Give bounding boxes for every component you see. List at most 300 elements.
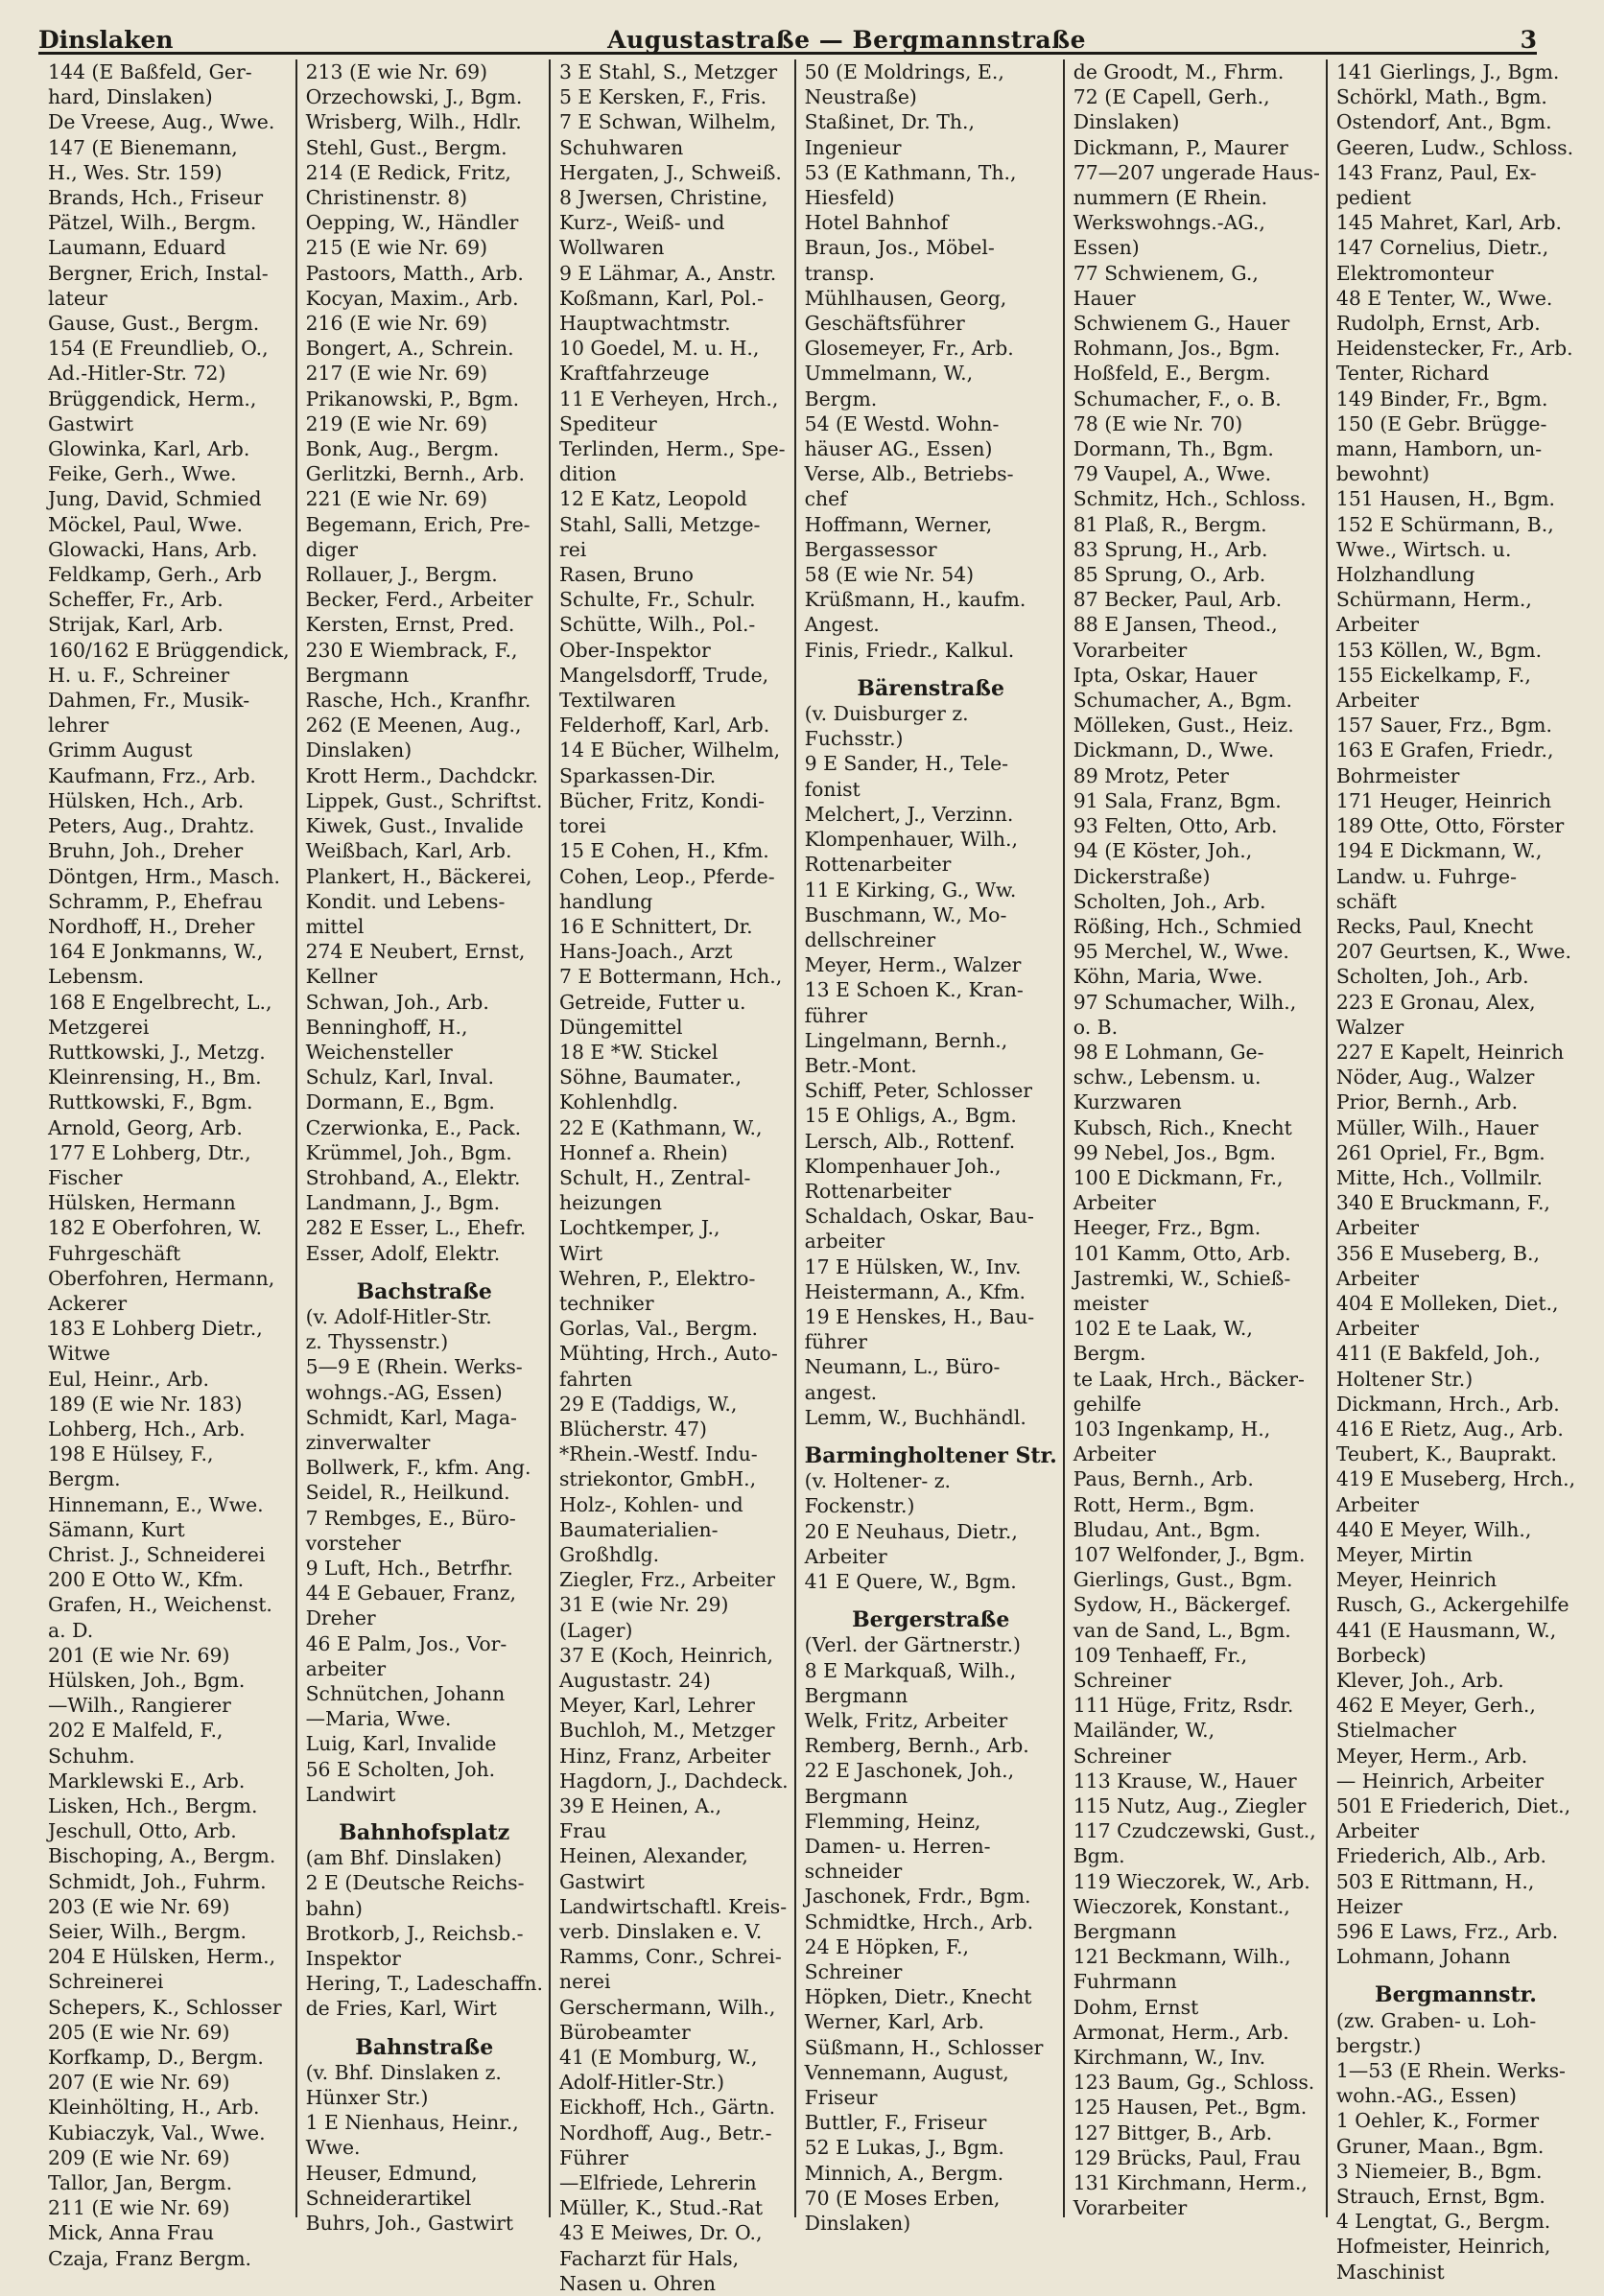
entry-line: Recks, Paul, Knecht xyxy=(1335,914,1534,938)
entry-line: Kohlenhdlg. xyxy=(558,1090,679,1114)
entry-line: Arbeiter xyxy=(804,1544,887,1568)
entry-line: Gerlitzki, Bernh., Arb. xyxy=(305,462,526,486)
entry-line: Schaldach, Oskar, Bau- xyxy=(804,1205,1034,1229)
entry-line: Meyer, Karl, Lehrer xyxy=(558,1694,755,1718)
entry-line: Rasen, Bruno xyxy=(558,563,694,587)
entry-line: Fockenstr.) xyxy=(804,1494,915,1518)
entry-line: Friederich, Alb., Arb. xyxy=(1335,1844,1546,1868)
entry-line: 219 (E wie Nr. 69) xyxy=(305,411,488,435)
entry-line: Seidel, R., Heilkund. xyxy=(305,1481,510,1505)
entry-line: Bergmann xyxy=(804,1784,908,1808)
entry-line: Landw. u. Fuhrge- xyxy=(1335,864,1517,888)
entry-line: Scheffer, Fr., Arb. xyxy=(48,588,224,612)
column-1 xyxy=(38,59,295,2270)
entry-line: Ipta, Oskar, Hauer xyxy=(1073,663,1258,687)
entry-line: 14 E Bücher, Wilhelm, xyxy=(558,738,781,762)
entry-line: Kubiaczyk, Val., Wwe. xyxy=(48,2120,266,2144)
entry-line: 54 (E Westd. Wohn- xyxy=(804,411,1000,435)
street-heading: Barmingholtener Str. xyxy=(804,1442,1057,1468)
entry-line: schw., Lebensm. u. xyxy=(1073,1066,1262,1089)
entry-line: Kaufmann, Frz., Arb. xyxy=(48,763,256,787)
entry-line: Wehren, P., Elektro- xyxy=(558,1266,756,1290)
entry-line: Bischoping, A., Bergm. xyxy=(48,1844,276,1868)
entry-line: 9 E Lähmar, A., Anstr. xyxy=(558,261,777,285)
entry-line: 81 Plaß, R., Bergm. xyxy=(1073,512,1267,536)
entry-line: Scholten, Joh., Arb. xyxy=(1073,889,1266,913)
entry-line: führer xyxy=(804,1330,867,1354)
entry-line: 44 E Gebauer, Franz, xyxy=(305,1581,516,1605)
entry-line: Mühting, Hrch., Auto- xyxy=(558,1342,778,1366)
entry-line: 88 E Jansen, Theod., xyxy=(1073,613,1278,637)
entry-line: Strauch, Ernst, Bgm. xyxy=(1335,2185,1545,2209)
entry-line: Rohmann, Jos., Bgm. xyxy=(1073,337,1281,361)
entry-line: zinverwalter xyxy=(305,1430,431,1454)
entry-line: Kellner xyxy=(305,965,378,989)
entry-line: 194 E Dickmann, W., xyxy=(1335,839,1543,863)
entry-line: 209 (E wie Nr. 69) xyxy=(48,2145,230,2169)
entry-line: Müller, Wilh., Hauer xyxy=(1335,1115,1539,1139)
entry-line: 56 E Scholten, Joh. xyxy=(305,1757,496,1781)
entry-line: Glosemeyer, Fr., Arb. xyxy=(804,337,1014,361)
entry-line: Bergner, Erich, Instal- xyxy=(48,261,269,285)
entry-line: a. D. xyxy=(48,1618,94,1642)
entry-line: Fuhrgeschäft xyxy=(48,1241,181,1265)
entry-line: heizungen xyxy=(558,1191,662,1215)
street-heading: Bärenstraße xyxy=(857,675,1004,701)
entry-line: handlung xyxy=(558,889,653,913)
entry-line: Bruhn, Joh., Dreher xyxy=(48,839,244,863)
entry-line: Rudolph, Ernst, Arb. xyxy=(1335,312,1541,336)
entry-line: Braun, Jos., Möbel- xyxy=(804,236,995,260)
entry-line: 262 (E Meenen, Aug., xyxy=(305,714,522,738)
entry-line: 147 (E Bienemann, xyxy=(48,135,238,159)
entry-line: 48 E Tenter, W., Wwe. xyxy=(1335,286,1553,310)
entry-line: Essen) xyxy=(1073,236,1140,260)
entry-line: Bergassessor xyxy=(804,537,937,561)
entry-line: Klompenhauer Joh., xyxy=(804,1154,1002,1178)
entry-line: 37 E (Koch, Heinrich, xyxy=(558,1643,774,1667)
entry-line: Wwe., Wirtsch. u. xyxy=(1335,537,1512,561)
entry-line: schneider xyxy=(804,1860,903,1884)
entry-line: 29 E (Taddigs, W., xyxy=(558,1392,738,1416)
entry-line: Textilwaren xyxy=(558,689,676,713)
entry-line: Lisken, Hch., Bergm. xyxy=(48,1794,258,1818)
entry-line: 123 Baum, Gg., Schloss. xyxy=(1073,2071,1315,2095)
entry-line: Bücher, Fritz, Kondi- xyxy=(558,788,766,812)
entry-line: Wollwaren xyxy=(558,236,665,260)
entry-line: Nordhoff, H., Dreher xyxy=(48,914,255,938)
entry-line: 87 Becker, Paul, Arb. xyxy=(1073,588,1283,612)
entry-line: 217 (E wie Nr. 69) xyxy=(305,362,488,386)
entry-line: Führer xyxy=(558,2145,628,2169)
entry-line: de Groodt, M., Fhrm. xyxy=(1073,60,1285,83)
entry-line: Gorlas, Val., Bergm. xyxy=(558,1317,759,1341)
entry-line: 144 (E Baßfeld, Ger- xyxy=(48,60,252,83)
entry-line: Arbeiter xyxy=(1335,613,1419,637)
entry-line: 58 (E wie Nr. 54) xyxy=(804,563,975,587)
entry-line: bergstr.) xyxy=(1335,2033,1422,2057)
entry-line: Augustastr. 24) xyxy=(558,1669,711,1692)
entry-line: Klever, Joh., Arb. xyxy=(1335,1669,1504,1692)
entry-line: Heuser, Edmund, xyxy=(305,2161,478,2185)
entry-line: Angest. xyxy=(804,613,880,637)
entry-line: dition xyxy=(558,462,617,486)
entry-line: 107 Welfonder, J., Bgm. xyxy=(1073,1542,1306,1566)
entry-line: Neumann, L., Büro- xyxy=(804,1355,1001,1379)
entry-line: Landwirt xyxy=(305,1782,396,1806)
entry-line: Landmann, J., Bgm. xyxy=(305,1191,501,1215)
entry-line: techniker xyxy=(558,1291,654,1315)
entry-line: 5—9 E (Rhein. Werks- xyxy=(305,1355,523,1379)
entry-line: Inspektor xyxy=(305,1947,401,1971)
entry-line: Hotel Bahnhof xyxy=(804,211,949,235)
entry-line: Bonk, Aug., Bergm. xyxy=(305,437,500,461)
entry-line: Hauer xyxy=(1073,286,1136,310)
entry-line: Oepping, W., Händler xyxy=(305,211,519,235)
entry-line: Becker, Ferd., Arbeiter xyxy=(305,588,533,612)
entry-line: Brüggendick, Herm., xyxy=(48,387,257,410)
entry-line: Großhdlg. xyxy=(558,1542,660,1566)
entry-line: Sparkassen-Dir. xyxy=(558,763,717,787)
entry-line: 20 E Neuhaus, Dietr., xyxy=(804,1519,1018,1543)
entry-line: 1 Oehler, K., Former xyxy=(1335,2109,1540,2133)
entry-line: 102 E te Laak, W., xyxy=(1073,1317,1253,1341)
entry-line: 12 E Katz, Leopold xyxy=(558,487,747,511)
entry-line: Betr.-Mont. xyxy=(804,1053,917,1077)
entry-line: 441 (E Hausmann, W., xyxy=(1335,1618,1557,1642)
entry-line: Ad.-Hitler-Str. 72) xyxy=(48,362,226,386)
entry-line: Nasen u. Ohren xyxy=(558,2271,717,2295)
entry-line: Fuhrmann xyxy=(1073,1970,1177,1994)
entry-line: —Elfriede, Lehrerin xyxy=(558,2171,757,2195)
entry-line: 95 Merchel, W., Wwe. xyxy=(1073,940,1289,964)
entry-line: nummern (E Rhein. xyxy=(1073,186,1268,210)
entry-line: Vennemann, August, xyxy=(804,2060,1009,2084)
entry-line: Bergmann xyxy=(1073,1920,1177,1944)
entry-line: 119 Wieczorek, W., Arb. xyxy=(1073,1869,1310,1893)
entry-line: Dickerstraße) xyxy=(1073,864,1211,888)
entry-line: 216 (E wie Nr. 69) xyxy=(305,312,488,336)
entry-line: Schütte, Wilh., Pol.- xyxy=(558,613,756,637)
entry-line: Strijak, Karl, Arb. xyxy=(48,613,224,637)
entry-line: Christinenstr. 8) xyxy=(305,186,468,210)
entry-line: Bergm. xyxy=(804,387,878,410)
entry-line: Kocyan, Maxim., Arb. xyxy=(305,286,519,310)
entry-line: Schreiner xyxy=(1073,1669,1171,1692)
entry-line: Weichensteller xyxy=(305,1040,453,1064)
entry-line: Ruttkowski, J., Metzg. xyxy=(48,1040,266,1064)
entry-line: Scholten, Joh., Arb. xyxy=(1335,965,1529,989)
entry-line: Peters, Aug., Drahtz. xyxy=(48,814,255,838)
entry-line: 41 (E Momburg, W., xyxy=(558,2046,758,2070)
entry-line: Flemming, Heinz, xyxy=(804,1809,981,1833)
entry-line: 10 Goedel, M. u. H., xyxy=(558,337,760,361)
entry-line: Kubsch, Rich., Knecht xyxy=(1073,1115,1292,1139)
entry-line: Mangelsdorff, Trude, xyxy=(558,663,769,687)
entry-line: führer xyxy=(804,1003,867,1027)
entry-line: Meyer, Herm., Arb. xyxy=(1335,1744,1528,1768)
entry-line: Krüßmann, H., kaufm. xyxy=(804,588,1026,612)
entry-line: 440 E Meyer, Wilh., xyxy=(1335,1517,1532,1541)
entry-line: Gruner, Maan., Bgm. xyxy=(1335,2134,1545,2158)
entry-line: Facharzt für Hals, xyxy=(558,2246,740,2270)
entry-line: 164 E Jonkmanns, W., xyxy=(48,940,264,964)
entry-line: 72 (E Capell, Gerh., xyxy=(1073,85,1270,109)
entry-line: Kleinhölting, H., Arb. xyxy=(48,2096,260,2120)
entry-line: torei xyxy=(558,814,606,838)
entry-line: van de Sand, L., Bgm. xyxy=(1073,1618,1291,1642)
entry-line: 419 E Museberg, Hrch., xyxy=(1335,1467,1576,1491)
entry-line: Arbeiter xyxy=(1335,1819,1419,1843)
entry-line: 3 Niemeier, B., Bgm. xyxy=(1335,2159,1543,2183)
entry-line: 101 Kamm, Otto, Arb. xyxy=(1073,1241,1291,1265)
entry-line: Blücherstr. 47) xyxy=(558,1417,708,1441)
entry-line: Buchloh, M., Metzger xyxy=(558,1719,775,1743)
entry-line: 52 E Lukas, J., Bgm. xyxy=(804,2136,1004,2160)
entry-line: Bongert, A., Schrein. xyxy=(305,337,514,361)
entry-line: Dreher xyxy=(305,1606,376,1630)
entry-line: Rößing, Hch., Schmied xyxy=(1073,914,1302,938)
entry-line: Gierlings, Gust., Bgm. xyxy=(1073,1568,1293,1592)
entry-line: 16 E Schnittert, Dr. xyxy=(558,914,753,938)
entry-line: Hofmeister, Heinrich, xyxy=(1335,2235,1551,2259)
entry-line: Ackerer xyxy=(48,1291,128,1315)
entry-line: Rottenarbeiter xyxy=(804,1179,952,1203)
entry-line: mittel xyxy=(305,914,365,938)
entry-line: Arbeiter xyxy=(1335,1266,1419,1290)
entry-line: Armonat, Herm., Arb. xyxy=(1073,2020,1289,2044)
entry-line: Orzechowski, J., Bgm. xyxy=(305,85,523,109)
street-heading: Bergmannstr. xyxy=(1375,1982,1537,2008)
entry-line: 207 Geurtsen, K., Wwe. xyxy=(1335,940,1571,964)
entry-line: Ober-Inspektor xyxy=(558,638,711,662)
entry-line: z. Thyssenstr.) xyxy=(305,1330,449,1354)
entry-line: Schiff, Peter, Schlosser xyxy=(804,1079,1033,1103)
entry-line: 77—207 ungerade Haus- xyxy=(1073,160,1320,184)
entry-line: Frau xyxy=(558,1819,607,1843)
entry-line: 183 E Lohberg Dietr., xyxy=(48,1317,263,1341)
entry-line: schäft xyxy=(1335,889,1397,913)
entry-line: 41 E Quere, W., Bgm. xyxy=(804,1569,1017,1593)
entry-line: Grafen, H., Weichenst. xyxy=(48,1593,272,1617)
entry-line: 9 E Sander, H., Tele- xyxy=(804,752,1009,776)
page-header xyxy=(38,10,1537,54)
entry-line: Lohberg, Hch., Arb. xyxy=(48,1417,246,1441)
entry-line: Walzer xyxy=(1335,1015,1404,1039)
entry-line: arbeiter xyxy=(804,1230,885,1253)
entry-line: 100 E Dickmann, Fr., xyxy=(1073,1165,1284,1189)
entry-line: Staßinet, Dr. Th., xyxy=(804,110,975,134)
entry-line: de Fries, Karl, Wirt xyxy=(305,1997,497,2021)
entry-line: 46 E Palm, Jos., Vor- xyxy=(305,1631,507,1655)
entry-line: Prior, Bernh., Arb. xyxy=(1335,1090,1519,1114)
entry-line: Schmitz, Hch., Schloss. xyxy=(1073,487,1307,511)
entry-line: Werkswohngs.-AG., xyxy=(1073,211,1265,235)
entry-line: 94 (E Köster, Joh., xyxy=(1073,839,1253,863)
entry-line: Ruttkowski, F., Bgm. xyxy=(48,1090,253,1114)
entry-line: Ostendorf, Ant., Bgm. xyxy=(1335,110,1552,134)
entry-line: Geeren, Ludw., Schloss. xyxy=(1335,135,1574,159)
entry-line: 111 Hüge, Fritz, Rsdr. xyxy=(1073,1694,1294,1718)
entry-line: meister xyxy=(1073,1291,1149,1315)
entry-line: Cohen, Leop., Pferde- xyxy=(558,864,775,888)
entry-line: Finis, Friedr., Kalkul. xyxy=(804,638,1015,662)
entry-line: Mühlhausen, Georg, xyxy=(804,286,1007,310)
entry-line: Schnütchen, Johann xyxy=(305,1682,506,1705)
entry-line: Klompenhauer, Wilh., xyxy=(804,828,1018,852)
entry-line: 11 E Kirking, G., Ww. xyxy=(804,878,1017,902)
entry-line: 129 Brücks, Paul, Frau xyxy=(1073,2145,1302,2169)
entry-line: Heeger, Frz., Bgm. xyxy=(1073,1216,1262,1240)
entry-line: hard, Dinslaken) xyxy=(48,85,213,109)
entry-line: De Vreese, Aug., Wwe. xyxy=(48,110,275,134)
entry-line: Söhne, Baumater., xyxy=(558,1066,743,1089)
entry-line: 143 Franz, Paul, Ex- xyxy=(1335,160,1537,184)
entry-line: 113 Krause, W., Hauer xyxy=(1073,1769,1297,1792)
entry-line: Wrisberg, Wilh., Hdlr. xyxy=(305,110,522,134)
entry-line: Bürobeamter xyxy=(558,2020,691,2044)
entry-line: Feldkamp, Gerh., Arb xyxy=(48,563,262,587)
entry-line: Arnold, Georg, Arb. xyxy=(48,1115,243,1139)
entry-line: 70 (E Moses Erben, xyxy=(804,2186,1001,2210)
street-heading: Bergerstraße xyxy=(852,1607,1010,1633)
entry-line: Arbeiter xyxy=(1335,1317,1419,1341)
entry-line: angest. xyxy=(804,1380,878,1404)
entry-line: Hans-Joach., Arzt xyxy=(558,940,733,964)
entry-line: Tallor, Jan, Bergm. xyxy=(48,2171,233,2195)
entry-line: Hinnemann, E., Wwe. xyxy=(48,1492,264,1516)
entry-line: 503 E Rittmann, H., xyxy=(1335,1869,1535,1893)
entry-line: 168 E Engelbrecht, L., xyxy=(48,990,272,1014)
entry-line: Dahmen, Fr., Musik- xyxy=(48,689,250,713)
entry-line: 211 (E wie Nr. 69) xyxy=(48,2196,230,2220)
entry-line: fonist xyxy=(804,777,861,801)
entry-line: Rollauer, J., Bergm. xyxy=(305,563,498,587)
entry-line: Hülsken, Joh., Bgm. xyxy=(48,1669,246,1692)
entry-line: 4 Lengtat, G., Bergm. xyxy=(1335,2210,1551,2234)
entry-line: 31 E (wie Nr. 29) xyxy=(558,1593,729,1617)
entry-line: 207 (E wie Nr. 69) xyxy=(48,2071,230,2095)
entry-line: Remberg, Bernh., Arb. xyxy=(804,1734,1029,1758)
entry-line: Schreiner xyxy=(1073,1744,1171,1768)
entry-line: Gastwirt xyxy=(48,411,134,435)
entry-line: 261 Opriel, Fr., Bgm. xyxy=(1335,1140,1545,1164)
entry-line: 89 Mrotz, Peter xyxy=(1073,763,1229,787)
entry-line: Spediteur xyxy=(558,411,657,435)
entry-line: Schmidt, Karl, Maga- xyxy=(305,1405,517,1429)
entry-line: Schepers, K., Schlosser xyxy=(48,1995,282,2019)
entry-line: Dinslaken) xyxy=(1073,110,1180,134)
entry-line: Getreide, Futter u. xyxy=(558,990,746,1014)
entry-line: Metzgerei xyxy=(48,1015,150,1039)
entry-line: te Laak, Hrch., Bäcker- xyxy=(1073,1367,1305,1391)
entry-line: 157 Sauer, Frz., Bgm. xyxy=(1335,714,1552,738)
entry-line: 43 E Meiwes, Dr. O., xyxy=(558,2221,763,2245)
entry-line: 182 E Oberfohren, W. xyxy=(48,1216,263,1240)
entry-line: 5 E Kersken, F., Fris. xyxy=(558,85,767,109)
entry-line: 9 Luft, Hch., Betrfhr. xyxy=(305,1556,513,1580)
entry-line: 411 (E Bakfeld, Joh., xyxy=(1335,1342,1541,1366)
entry-line: 77 Schwienem, G., xyxy=(1073,261,1259,285)
entry-line: 141 Gierlings, J., Bgm. xyxy=(1335,60,1560,83)
entry-line: Dormann, E., Bgm. xyxy=(305,1090,495,1114)
entry-line: Czaja, Franz Bergm. xyxy=(48,2246,252,2270)
entry-line: Dickmann, Hrch., Arb. xyxy=(1335,1392,1560,1416)
entry-line: 152 E Schürmann, B., xyxy=(1335,512,1554,536)
entry-line: Ziegler, Frz., Arbeiter xyxy=(558,1568,776,1592)
entry-line: 205 (E wie Nr. 69) xyxy=(48,2020,230,2044)
entry-line: Krümmel, Joh., Bgm. xyxy=(305,1140,512,1164)
entry-line: Esser, Adolf, Elektr. xyxy=(305,1241,501,1265)
entry-line: Schumacher, A., Bgm. xyxy=(1073,689,1293,713)
entry-line: pedient xyxy=(1335,186,1411,210)
entry-line: Oberfohren, Hermann, xyxy=(48,1266,275,1290)
entry-line: Dinslaken) xyxy=(804,2212,911,2236)
entry-line: Buttler, F., Friseur xyxy=(804,2111,987,2135)
entry-line: Felderhoff, Karl, Arb. xyxy=(558,714,770,738)
entry-line: Teubert, K., Bauprakt. xyxy=(1335,1442,1558,1466)
entry-line: 200 E Otto W., Kfm. xyxy=(48,1568,245,1592)
entry-line: Rusch, G., Ackergehilfe xyxy=(1335,1593,1569,1617)
entry-line: Ummelmann, W., xyxy=(804,362,974,386)
entry-line: Kurz-, Weiß- und xyxy=(558,211,725,235)
entry-line: Hünxer Str.) xyxy=(305,2086,429,2110)
entry-line: Kraftfahrzeuge xyxy=(558,362,710,386)
entry-line: Paus, Bernh., Arb. xyxy=(1073,1467,1254,1491)
entry-line: Arbeiter xyxy=(1335,689,1419,713)
entry-line: 214 (E Redick, Fritz, xyxy=(305,160,511,184)
entry-line: 215 (E wie Nr. 69) xyxy=(305,236,488,260)
entry-line: Köhn, Maria, Wwe. xyxy=(1073,965,1263,989)
entry-line: Schmidtke, Hrch., Arb. xyxy=(804,1909,1034,1933)
entry-line: Sämann, Kurt xyxy=(48,1517,185,1541)
entry-line: 24 E Höpken, F., xyxy=(804,1934,969,1958)
street-heading: Bachstraße xyxy=(356,1278,492,1304)
entry-line: 7 E Schwan, Wilhelm, xyxy=(558,110,777,134)
entry-line: chef xyxy=(804,487,847,511)
entry-line: Arbeiter xyxy=(1073,1191,1156,1215)
entry-line: Koßmann, Karl, Pol.- xyxy=(558,286,764,310)
entry-line: Damen- u. Herren- xyxy=(804,1835,991,1859)
street-heading: Bahnstraße xyxy=(355,2034,494,2060)
entry-line: Kiwek, Gust., Invalide xyxy=(305,814,524,838)
entry-line: Süßmann, H., Schlosser xyxy=(804,2035,1044,2059)
entry-line: 79 Vaupel, A., Wwe. xyxy=(1073,462,1272,486)
entry-line: 198 E Hülsey, F., xyxy=(48,1442,214,1466)
entry-line: Seier, Wilh., Bergm. xyxy=(48,1920,247,1944)
columns xyxy=(38,59,1576,2295)
entry-line: Strohband, A., Elektr. xyxy=(305,1165,521,1189)
entry-line: Döntgen, Hrm., Masch. xyxy=(48,864,281,888)
entry-line: bahn) xyxy=(305,1896,363,1920)
entry-line: Geschäftsführer xyxy=(804,312,965,336)
entry-line: Schreinerei xyxy=(48,1970,164,1994)
entry-line: Hinz, Franz, Arbeiter xyxy=(558,1744,771,1768)
entry-line: (v. Holtener- z. xyxy=(804,1469,952,1493)
entry-line: Terlinden, Herm., Spe- xyxy=(558,437,786,461)
entry-line: Elektromonteur xyxy=(1335,261,1494,285)
entry-line: verb. Dinslaken e. V. xyxy=(558,1920,763,1944)
entry-line: Bludau, Ant., Bgm. xyxy=(1073,1517,1262,1541)
column-5 xyxy=(1063,59,1326,2220)
entry-line: 1 E Nienhaus, Heinr., xyxy=(305,2111,519,2135)
entry-line: 125 Hausen, Pet., Bgm. xyxy=(1073,2096,1308,2120)
entry-line: 1—53 (E Rhein. Werks- xyxy=(1335,2059,1566,2083)
entry-line: 149 Binder, Fr., Bgm. xyxy=(1335,387,1548,410)
entry-line: Ramms, Conr., Schrei- xyxy=(558,1945,782,1969)
entry-line: Müller, K., Stud.-Rat xyxy=(558,2196,764,2220)
street-heading: Bahnhofsplatz xyxy=(339,1820,510,1846)
